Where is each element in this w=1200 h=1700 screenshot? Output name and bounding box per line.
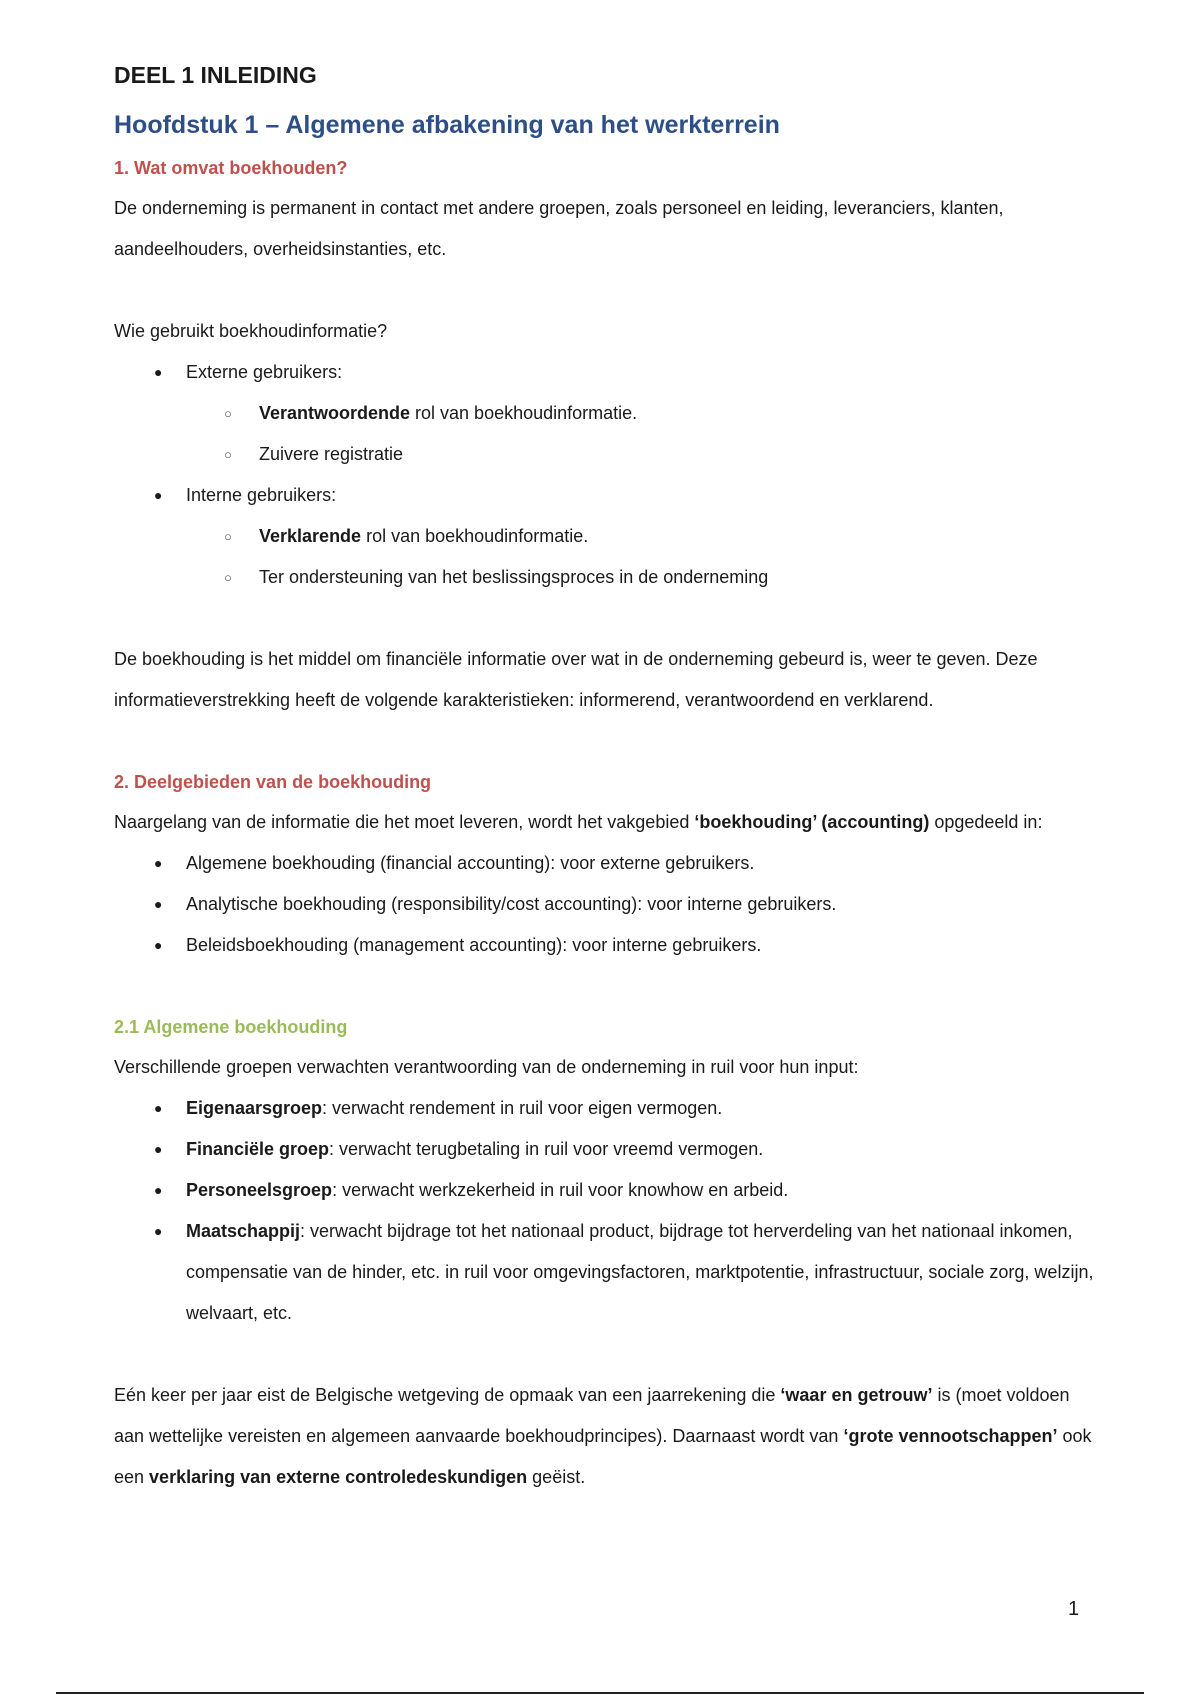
- hollow-bullet-icon: ○: [224, 570, 232, 585]
- bold-term: ‘waar en getrouw’: [780, 1385, 933, 1405]
- list-item-external-users: [114, 352, 1094, 475]
- list-item-text: rol van boekhoudinformatie.: [410, 403, 638, 423]
- bullet-icon: ●: [154, 855, 163, 871]
- text-run: geëist.: [527, 1467, 586, 1487]
- spacer: [114, 598, 1094, 639]
- list-item-text: : verwacht bijdrage tot het nationaal product, bijdrage tot herverdeling van het nationaal inkomen, compensatie van de hinder, etc. in ruil voor omgevingsfactoren, marktpotentie, infrastructuur, sociale zorg, welzijn, welvaart, etc.: [186, 1221, 1094, 1323]
- section-2-1-closing: [114, 1375, 1094, 1498]
- stakeholder-groups-list: [114, 1088, 1094, 1334]
- list-item-text: : verwacht rendement in ruil voor eigen vermogen.: [322, 1098, 723, 1118]
- bold-term: ‘boekhouding’ (accounting): [694, 812, 930, 832]
- section-2-1-intro: Verschillende groepen verwachten verantwoording van de onderneming in ruil voor hun input:: [114, 1057, 859, 1077]
- list-item: [114, 1129, 1094, 1170]
- section-2-intro: [114, 802, 1094, 843]
- section-2-heading: 2. Deelgebieden van de boekhouding: [114, 772, 432, 792]
- bullet-icon: ●: [154, 1141, 163, 1157]
- list-item: [114, 1211, 1094, 1334]
- section-1-heading: 1. Wat omvat boekhouden?: [114, 158, 348, 178]
- bold-term: Verklarende: [259, 526, 362, 546]
- list-item: [114, 925, 1094, 966]
- text-run: ook een: [114, 1426, 1092, 1487]
- list-item-text: Ter ondersteuning van het beslissingsproces in de onderneming: [259, 567, 769, 587]
- list-item-text: : verwacht werkzekerheid in ruil voor knowhow en arbeid.: [332, 1180, 789, 1200]
- list-item-text: Zuivere registratie: [259, 444, 404, 464]
- list-item: [114, 516, 1094, 557]
- bold-term: Personeelsgroep: [186, 1180, 333, 1200]
- list-item: [114, 1088, 1094, 1129]
- list-item-text: : verwacht terugbetaling in ruil voor vreemd vermogen.: [329, 1139, 764, 1159]
- spacer: [114, 1334, 1094, 1375]
- list-item-text: Beleidsboekhouding (management accounting): voor interne gebruikers.: [186, 935, 762, 955]
- list-item-internal-users: [114, 475, 1094, 598]
- external-users-sublist: [186, 393, 1094, 475]
- bullet-icon: ●: [154, 1182, 163, 1198]
- bullet-icon: ●: [154, 487, 163, 503]
- page-number: 1: [1068, 1598, 1080, 1620]
- text-run: is (moet voldoen aan wettelijke vereisten en algemeen aanvaarde boekhoudprincipes). Daarnaast wordt van: [114, 1385, 1070, 1446]
- users-question: Wie gebruikt boekhoudinformatie?: [114, 321, 388, 341]
- chapter-title: Hoofdstuk 1 – Algemene afbakening van het werkterrein: [114, 111, 780, 139]
- bullet-icon: ●: [154, 896, 163, 912]
- spacer: [114, 966, 1094, 1007]
- accounting-areas-list: [114, 843, 1094, 966]
- section-2-1-heading: 2.1 Algemene boekhouding: [114, 1017, 348, 1037]
- hollow-bullet-icon: ○: [224, 406, 232, 421]
- list-item-text: rol van boekhoudinformatie.: [361, 526, 589, 546]
- bold-term: Maatschappij: [186, 1221, 301, 1241]
- text-run: Eén keer per jaar eist de Belgische wetgeving de opmaak van een jaarrekening die: [114, 1385, 781, 1405]
- bold-term: Financiële groep: [186, 1139, 330, 1159]
- list-item: [114, 1170, 1094, 1211]
- spacer: [114, 721, 1094, 762]
- hollow-bullet-icon: ○: [224, 529, 232, 544]
- section-1-intro: De onderneming is permanent in contact met andere groepen, zoals personeel en leiding, leveranciers, klanten, aandeelhouders, overheidsinstanties, etc.: [114, 198, 1004, 259]
- list-item: [114, 557, 1094, 598]
- list-item: [114, 843, 1094, 884]
- list-item-text: Analytische boekhouding (responsibility/cost accounting): voor interne gebruikers.: [186, 894, 837, 914]
- list-item: [114, 884, 1094, 925]
- hollow-bullet-icon: ○: [224, 447, 232, 462]
- bullet-icon: ●: [154, 1223, 163, 1239]
- list-item-text: Algemene boekhouding (financial accounting): voor externe gebruikers.: [186, 853, 755, 873]
- text-run: Naargelang van de informatie die het moet leveren, wordt het vakgebied: [114, 812, 695, 832]
- bold-term: verklaring van externe controledeskundigen: [149, 1467, 528, 1487]
- bold-term: Eigenaarsgroep: [186, 1098, 323, 1118]
- bold-term: Verantwoordende: [259, 403, 411, 423]
- spacer: [114, 270, 1094, 311]
- list-item: [114, 434, 1094, 475]
- user-groups-list: [114, 352, 1094, 598]
- part-title: DEEL 1 INLEIDING: [114, 62, 317, 88]
- section-1-conclusion: De boekhouding is het middel om financiële informatie over wat in de onderneming gebeurd is, weer te geven. Deze informatieverstrekking heeft de volgende karakteristieken: informerend, verantwoordend en verklarend.: [114, 649, 1038, 710]
- text-run: opgedeeld in:: [929, 812, 1043, 832]
- list-item-label: Externe gebruikers:: [186, 362, 343, 382]
- bullet-icon: ●: [154, 937, 163, 953]
- list-item-label: Interne gebruikers:: [186, 485, 337, 505]
- bullet-icon: ●: [154, 364, 163, 380]
- page-content: [114, 58, 1094, 1498]
- bullet-icon: ●: [154, 1100, 163, 1116]
- list-item: [114, 393, 1094, 434]
- internal-users-sublist: [186, 516, 1094, 598]
- footer-divider: [56, 1692, 1144, 1694]
- bold-term: ‘grote vennootschappen’: [843, 1426, 1058, 1446]
